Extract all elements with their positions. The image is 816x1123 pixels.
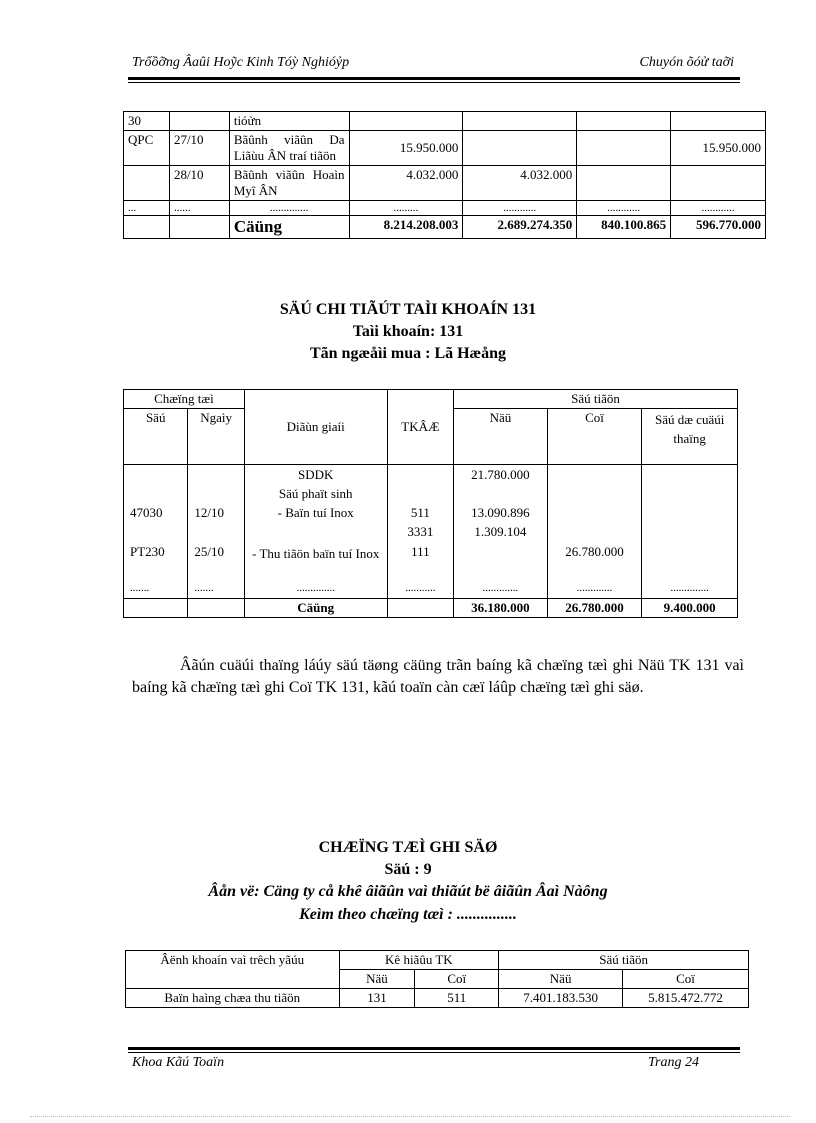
total-cell: 596.770.000: [671, 216, 766, 239]
cell-accounts: [387, 465, 453, 599]
cell: 4.032.000: [463, 166, 577, 201]
cell-line: 25/10: [194, 544, 225, 559]
col-group-amount: Säú tiãön: [454, 390, 738, 409]
footer-rule-thin: [128, 1052, 740, 1053]
table-row: [124, 112, 766, 131]
cell-line: ..............: [670, 582, 709, 594]
cell: [124, 216, 170, 239]
cell-debits: [454, 465, 548, 599]
cell: [577, 166, 671, 201]
ledger-title: SÄÚ CHI TIÃÚT TAÌI KHOAÍN 131: [279, 301, 537, 318]
cell: QPC: [124, 131, 170, 166]
cell: 15.950.000: [671, 131, 766, 166]
col-date: Ngaìy: [188, 409, 244, 465]
cell: 4.032.000: [349, 166, 463, 201]
cell: Baïn haìng chæa thu tiãön: [126, 989, 340, 1008]
table-total-row: [124, 216, 766, 239]
total-debit: 36.180.000: [454, 599, 548, 618]
journal-voucher-table: [125, 950, 749, 1008]
cell: 28/10: [169, 166, 229, 201]
attachment-line: Keìm theo chæïng tæì : ...............: [299, 906, 517, 923]
cell-line: .......: [194, 582, 214, 594]
journal-voucher-title: CHÆÏNG TÆÌ GHI SÄØ: [318, 839, 498, 856]
cell-dates: [188, 465, 244, 599]
footer-department: Khoa Kãú Toaïn: [132, 1055, 225, 1070]
cell-line: - Thu tiãön baïn tuí Inox: [252, 546, 380, 561]
body-paragraph: Âãún cuäúi thaïng láúy säú täøng cäüng trãn baíng kã chæïng tæì ghi Näü TK 131 vaì baíng kã chæïng tæì ghi Coï TK 131, kãú toaïn càn cæï láûp chæïng tæì ghi säø.: [132, 657, 744, 696]
footer-rule-thick: [128, 1047, 740, 1050]
buyer-title: Tãn ngæåìi mua : Lã Hæång: [309, 345, 507, 362]
cell: ............: [463, 201, 577, 216]
col-credit: Coï: [547, 409, 642, 465]
total-credit: 26.780.000: [547, 599, 642, 618]
header-school: Trổồỡng Âaûi Hoỹc Kinh Tóỳ Nghióỷp: [132, 55, 350, 70]
cell: [463, 112, 577, 131]
cell: [169, 112, 229, 131]
col-debit-amount: Näü: [499, 970, 623, 989]
cell: 7.401.183.530: [499, 989, 623, 1008]
detail-ledger-table: [123, 389, 738, 618]
col-credit-account: Coï: [415, 970, 499, 989]
unit-line: Âån vë: Cäng ty cå khê âiãûn vaì thiãút bë âiãûn Âaì Nàông: [208, 883, 608, 900]
cell-line: 47030: [130, 505, 163, 520]
table-total-row: [124, 599, 738, 618]
cell: ............: [577, 201, 671, 216]
cell: tióửn: [229, 112, 349, 131]
cell: ...: [124, 201, 170, 216]
cell: Bãûnh viãûn Hoaìn Myî ÂN: [229, 166, 349, 201]
col-group-account: Kê hiãûu TK: [339, 951, 499, 970]
cell: [671, 166, 766, 201]
cell-line: .............: [576, 582, 613, 594]
page-bottom-divider: [30, 1116, 790, 1117]
col-group-voucher: Chæïng tæì: [124, 390, 245, 409]
cell-line: - Baïn tuí Inox: [277, 505, 354, 520]
cell-line: .............: [482, 582, 519, 594]
cell: [577, 131, 671, 166]
table-header-row: [126, 951, 749, 970]
total-cell: 8.214.208.003: [349, 216, 463, 239]
col-entry: Âënh khoaín vaì trêch yãúu: [126, 951, 340, 989]
cell-line: 1.309.104: [474, 524, 527, 539]
col-number: Säú: [124, 409, 188, 465]
cell-line: PT230: [130, 544, 165, 559]
total-cell: 2.689.274.350: [463, 216, 577, 239]
cell: [124, 166, 170, 201]
cell: 15.950.000: [349, 131, 463, 166]
cell-line: ..............: [296, 582, 335, 594]
cell-line: 12/10: [194, 505, 225, 520]
cell-line: SDDK: [298, 467, 334, 482]
cell: [671, 112, 766, 131]
cell: 511: [415, 989, 499, 1008]
col-credit-amount: Coï: [623, 970, 749, 989]
col-debit-account: Näü: [339, 970, 415, 989]
cell-line: ...........: [405, 582, 436, 594]
cell-line: 3331: [407, 524, 434, 539]
total-label: Cäüng: [244, 599, 387, 618]
cell: Bãûnh viãûn Da Liãùu ÂN traí tiãön: [229, 131, 349, 166]
cell: 5.815.472.772: [623, 989, 749, 1008]
cell-line: 511: [410, 505, 430, 520]
table-row: [124, 166, 766, 201]
cell: ..............: [229, 201, 349, 216]
cell-line: 111: [411, 544, 430, 559]
cell: ......: [169, 201, 229, 216]
footer-page-number: Trang 24: [648, 1055, 699, 1070]
cell: [577, 112, 671, 131]
col-group-amount: Säú tiãön: [499, 951, 749, 970]
cell: .........: [349, 201, 463, 216]
cell: 27/10: [169, 131, 229, 166]
table-row: [126, 989, 749, 1008]
table-header-row: [124, 390, 738, 409]
cell: 30: [124, 112, 170, 131]
header-topic: Chuyón õóử taỡi: [639, 55, 734, 70]
col-balance: Säú dæ cuäúi thaïng: [642, 409, 738, 465]
header-rule-thick: [128, 77, 740, 80]
journal-voucher-number: Säú : 9: [384, 861, 432, 878]
cell-line: 21.780.000: [471, 467, 530, 482]
cell-line: .......: [130, 582, 150, 594]
cell-credits: [547, 465, 642, 599]
cell: [463, 131, 577, 166]
total-label: Cäüng: [229, 216, 349, 239]
total-cell: 840.100.865: [577, 216, 671, 239]
col-description: Diãùn giaíi: [244, 390, 387, 465]
table-row: [124, 465, 738, 599]
account-title: Taìi khoaín: 131: [352, 323, 464, 340]
cell: [169, 216, 229, 239]
header-rule-thin: [128, 82, 740, 83]
table-row: [124, 201, 766, 216]
cell-line: 26.780.000: [565, 544, 624, 559]
cell-line: Säú phaït sinh: [278, 486, 353, 501]
cell: 131: [339, 989, 415, 1008]
cell: [349, 112, 463, 131]
col-account: TKÂÆ: [387, 390, 453, 465]
cell-numbers: [124, 465, 188, 599]
cell-line: 13.090.896: [471, 505, 530, 520]
col-debit: Näü: [454, 409, 548, 465]
total-balance: 9.400.000: [642, 599, 738, 618]
cell-descriptions: [244, 465, 387, 599]
table-row: [124, 131, 766, 166]
cell: ............: [671, 201, 766, 216]
ledger-continuation-table: [123, 111, 766, 239]
cell-balances: [642, 465, 738, 599]
